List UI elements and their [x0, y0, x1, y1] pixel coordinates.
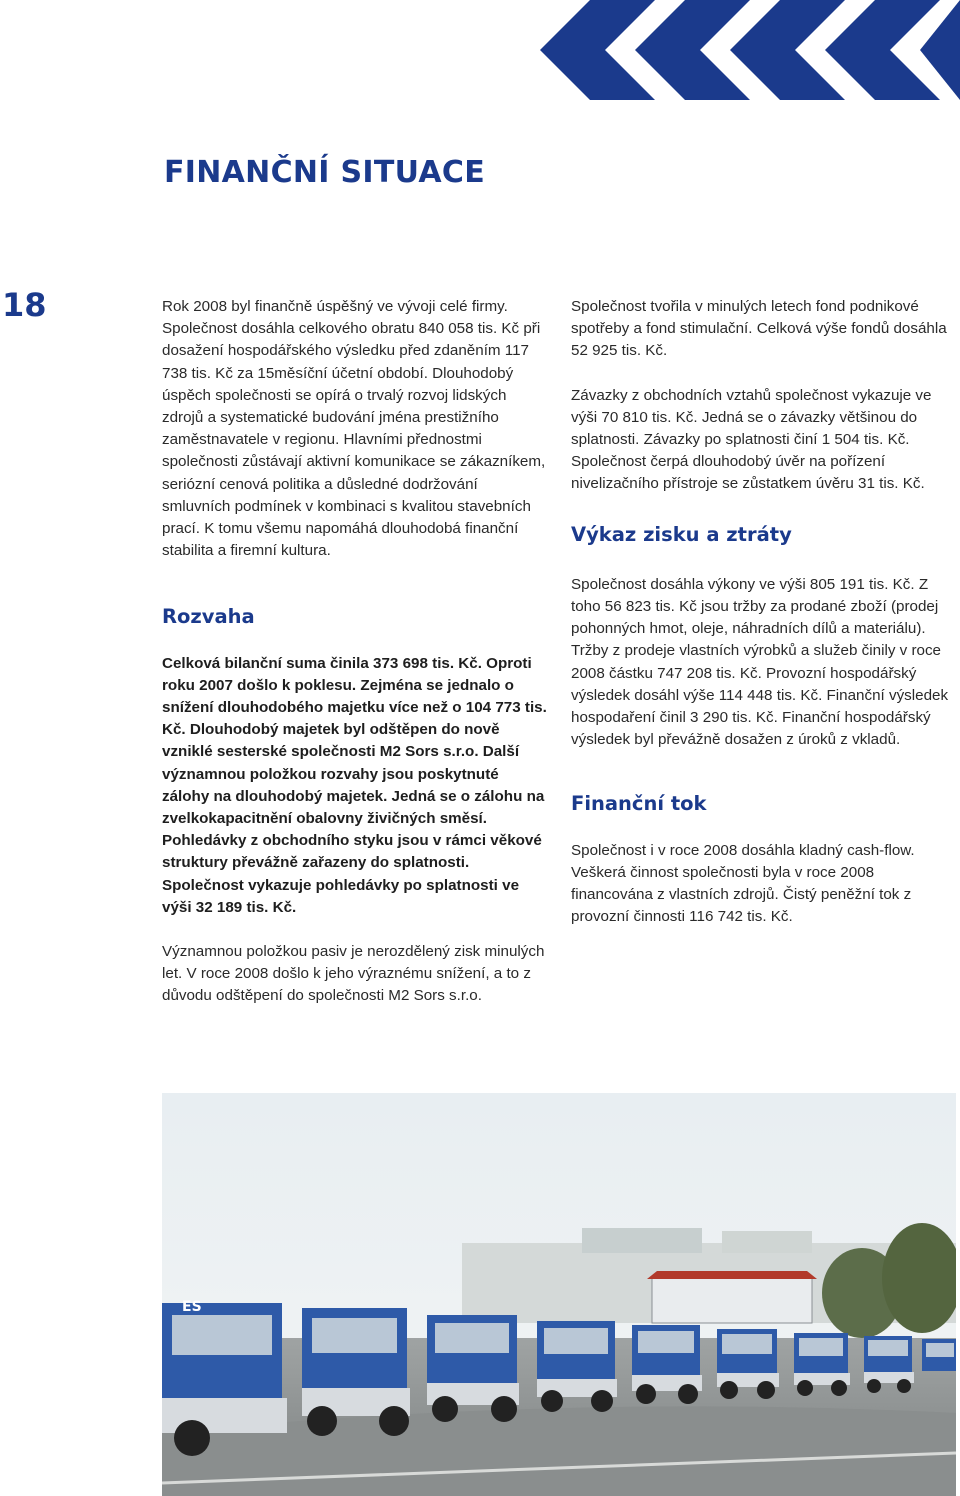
truck-fleet-photo — [162, 1093, 956, 1496]
chevron-decoration-icon — [340, 0, 960, 100]
liabilities-paragraph: Závazky z obchodních vztahů společnost vykazuje ve výši 70 810 tis. Kč. Jedná se o závazky většinou do splatnosti. Závazky po splatnosti činí 1 504 tis. Kč. Společnost čerpá dlouhodobý úvěr na pořízení nivelizačního přístroje se zůstatkem úvěru 31 tis. Kč. — [571, 386, 932, 493]
page-number: 18 — [2, 286, 47, 324]
truck-plate-label: ES — [182, 1299, 202, 1315]
rozvaha-bold-paragraph: Celková bilanční suma činila 373 698 tis. Kč. Oproti roku 2007 došlo k poklesu. Zejména se jednalo o snížení dlouhodobého majetku více než o 104 773 tis. Kč. Dlouhodobý majetek byl odštěpen do nově vzniklé sesterské společnosti M2 Sors s.r.o. Další významnou položkou rozvahy jsou poskytnuté zálohy na dlouhodobý majetek. Jedná se o zálohu na zvelkokapacitnění obalovny živičných směsí. Pohledávky z obchodního styku jsou v rámci věkové struktury převážně zařazeny do splatnosti. Společnost vykazuje pohledávky po splatnosti ve výši 32 189 tis. Kč. — [162, 654, 547, 916]
profit-loss-heading: Výkaz zisku a ztráty — [571, 522, 792, 546]
truck-1 — [162, 1299, 287, 1456]
profit-loss-paragraph: Společnost dosáhla výkony ve výši 805 191 tis. Kč. Z toho 56 823 tis. Kč jsou tržby za prodané zboží (prodej pohonných hmot, oleje, náhradních dílů a materiálu). Tržby z prodeje vlastních výrobků a služeb činily v roce 2008 částku 747 208 tis. Kč. Provozní hospodářský výsledek dosáhl výše 114 448 tis. Kč. Finanční výsledek hospodaření činil 3 290 tis. Kč. Finanční hospodářský výsledek byl převážně dosažen z úroků z vkladů. — [571, 575, 949, 749]
left-column — [162, 296, 547, 1008]
truck-9 — [922, 1339, 956, 1371]
page-title: FINANČNÍ SITUACE — [164, 155, 486, 190]
intro-paragraph: Rok 2008 byl finančně úspěšný ve vývoji celé firmy. Společnost dosáhla celkového obratu 840 058 tis. Kč při dosažení hospodářského výsledku před zdaněním 117 738 tis. Kč za 15měsíční účetní období. Dlouhodobý úspěch společnosti se opírá o trvalý rozvoj lidských zdrojů a systematické budování jména prestižního zaměstnavatele v regionu. Hlavními přednostmi společnosti zůstávají aktivní komunikace se zákazníkem, seriózní cenová politika a důsledné dodržování smluvních podmínek v kombinaci s kvalitou stavebních prací. K tomu všemu napomáhá dlouhodobá finanční stabilita a firemní kultura. — [162, 298, 546, 560]
cashflow-heading: Finanční tok — [571, 792, 707, 816]
funds-paragraph: Společnost tvořila v minulých letech fond podnikové spotřeby a fond stimulační. Celková výše fondů dosáhla 52 925 tis. Kč. — [571, 298, 947, 360]
right-column — [571, 296, 956, 928]
rozvaha-paragraph: Významnou položkou pasiv je nerozdělený zisk minulých let. V roce 2008 došlo k jeho výraznému snížení, a to z důvodu odštěpení do společnosti M2 Sors s.r.o. — [162, 943, 545, 1005]
rozvaha-heading: Rozvaha — [162, 605, 255, 629]
cashflow-paragraph: Společnost i v roce 2008 dosáhla kladný cash-flow. Veškerá činnost společnosti byla v roce 2008 financována z vlastních zdrojů. Čistý peněžní tok z provozní činnosti 116 742 tis. Kč. — [571, 841, 915, 926]
truck-fleet-illustration — [162, 1093, 956, 1496]
